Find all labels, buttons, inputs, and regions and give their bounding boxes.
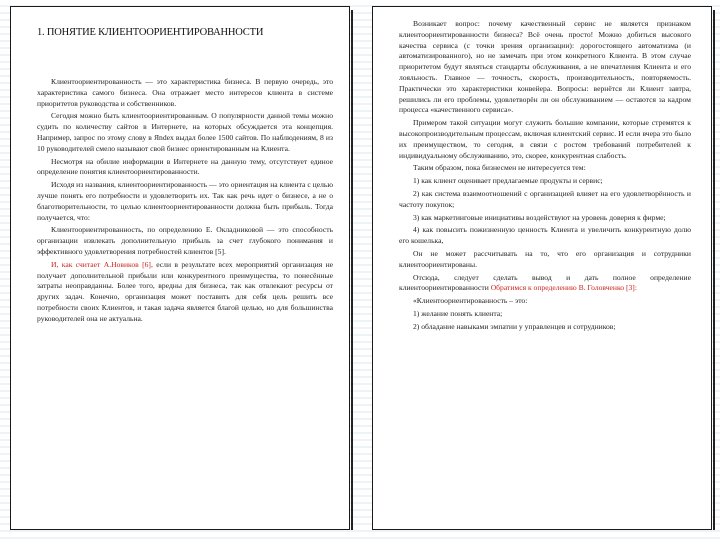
right-page [372, 6, 712, 530]
paragraph: Таким образом, пока бизнесмен не интересуется тем: [413, 163, 586, 173]
left-page-text [37, 77, 333, 327]
paragraph [399, 273, 691, 295]
quote-item: 2) обладание навыками эмпатии у управленцев и сотрудников; [413, 321, 616, 331]
paragraph: Клиентоориентированность — это характеристика бизнеса. В первую очередь, это характеристика самого бизнеса. Она отражает место интересов клиента в системе приоритетов руководства и собственников. [37, 77, 333, 108]
highlighted-citation: Обратимся к определению В. Головченко [3]: [490, 283, 637, 293]
list-item: 2) как система взаимоотношений с организацией влияет на его удовлетворённость и частоту покупок; [399, 188, 691, 209]
list-item: 4) как повысить пожизненную ценность Клиента и увеличить конкурентную долю его кошелька, [399, 225, 691, 246]
quote-item: 1) желание понять клиента; [413, 308, 503, 318]
quote-item: «Клиентоориентированность – это: [413, 296, 528, 306]
paragraph: Несмотря на обилие информации в Интернете на данную тему, отсутствует единое определение понятия клиентоориентированности. [37, 156, 333, 177]
page-shadow [351, 10, 353, 530]
conclusion-text: Отсюда, следует сделать вывод и дать полное определение клиентоориентированности [399, 272, 691, 293]
page-title: 1. ПОНЯТИЕ КЛИЕНТООРИЕНТИРОВАННОСТИ [37, 27, 264, 38]
paragraph [37, 260, 333, 325]
list-item: 3) как маркетинговые инициативы воздействуют на уровень доверия к фирме; [413, 212, 666, 222]
paragraph: Клиентоориентированность, по определению Е. Окладниковой — это способность организации извлекать дополнительную прибыль за счет глубокого понимания и эффективного удовлетворения потребностей клиентов [5]. [37, 225, 333, 256]
paragraph: Возникает вопрос: почему качественный сервис не является признаком клиентоориентированности бизнеса? Всё очень просто! Можно добиться высокого качества сервиса (с точки зрения организации): дорогостоящего автоматизма (и автоматизированного), но не замечать при этом конкретного Клиента. В этом случае приоритетом будут являться стандарты обслуживания, а не впечатления Клиента и его лояльность. Главное — точность, скорость, производительность, повторяемость. Практически это характеристики конвейера. Вопросы: вернётся ли Клиент завтра, решились ли его проблемы, удовлетворён ли он обслуживанием — остаются за кадром процесса «качественного сервиса». [399, 19, 691, 115]
paragraph: Он не может рассчитывать на то, что его организация и сотрудники клиентоориентированы. [399, 248, 691, 269]
paragraph-rest: если в результате всех мероприятий организация не получает дополнительной прибыли или конкурентного преимущества, то понесённые затраты неоправданны. Более того, вредны для бизнеса, так как отвлекают ресурсы от других задач. Конечно, организация может поставить для себя цель решить все потребности своих Клиентов, и такая задача является благой целью, но для большинства руководителей она не актуальна. [37, 259, 334, 323]
list-item: 1) как клиент оценивает предлагаемые продукты и сервис; [413, 176, 603, 186]
paragraph: Сегодня можно быть клиентоориентированным. О популярности данной темы можно судить по количеству сайтов в Интернете, на которых обсуждается эта концепция. Например, запрос по этому слову в Яndex выдал более 1500 сайтов. По наблюдениям, 8 из 10 руководителей смело называют свой бизнес ориентированным на Клиента. [37, 111, 333, 153]
paragraph: Примером такой ситуации могут служить большие компании, которые стремятся к высокопроизводительным процессам, включая клиентский сервис. И если вчера это было их преимуществом, то сегодня, в связи с ростом требований потребителей к индивидуальному обслуживанию, это, скорее, конкурентная слабость. [399, 118, 691, 160]
highlighted-citation: И, как считает А.Новиков [6], [51, 259, 153, 269]
left-page [10, 6, 350, 530]
paragraph: Исходя из названия, клиентоориентированность — это ориентация на клиента с целью лучше понять его потребности и удовлетворить их. Так как речь идет о бизнесе, а не о благотворительности, то целью клиентоориентированности должна быть прибыль. Тогда получается, что: [37, 180, 333, 222]
page-shadow [713, 10, 715, 530]
right-page-text [399, 19, 691, 335]
